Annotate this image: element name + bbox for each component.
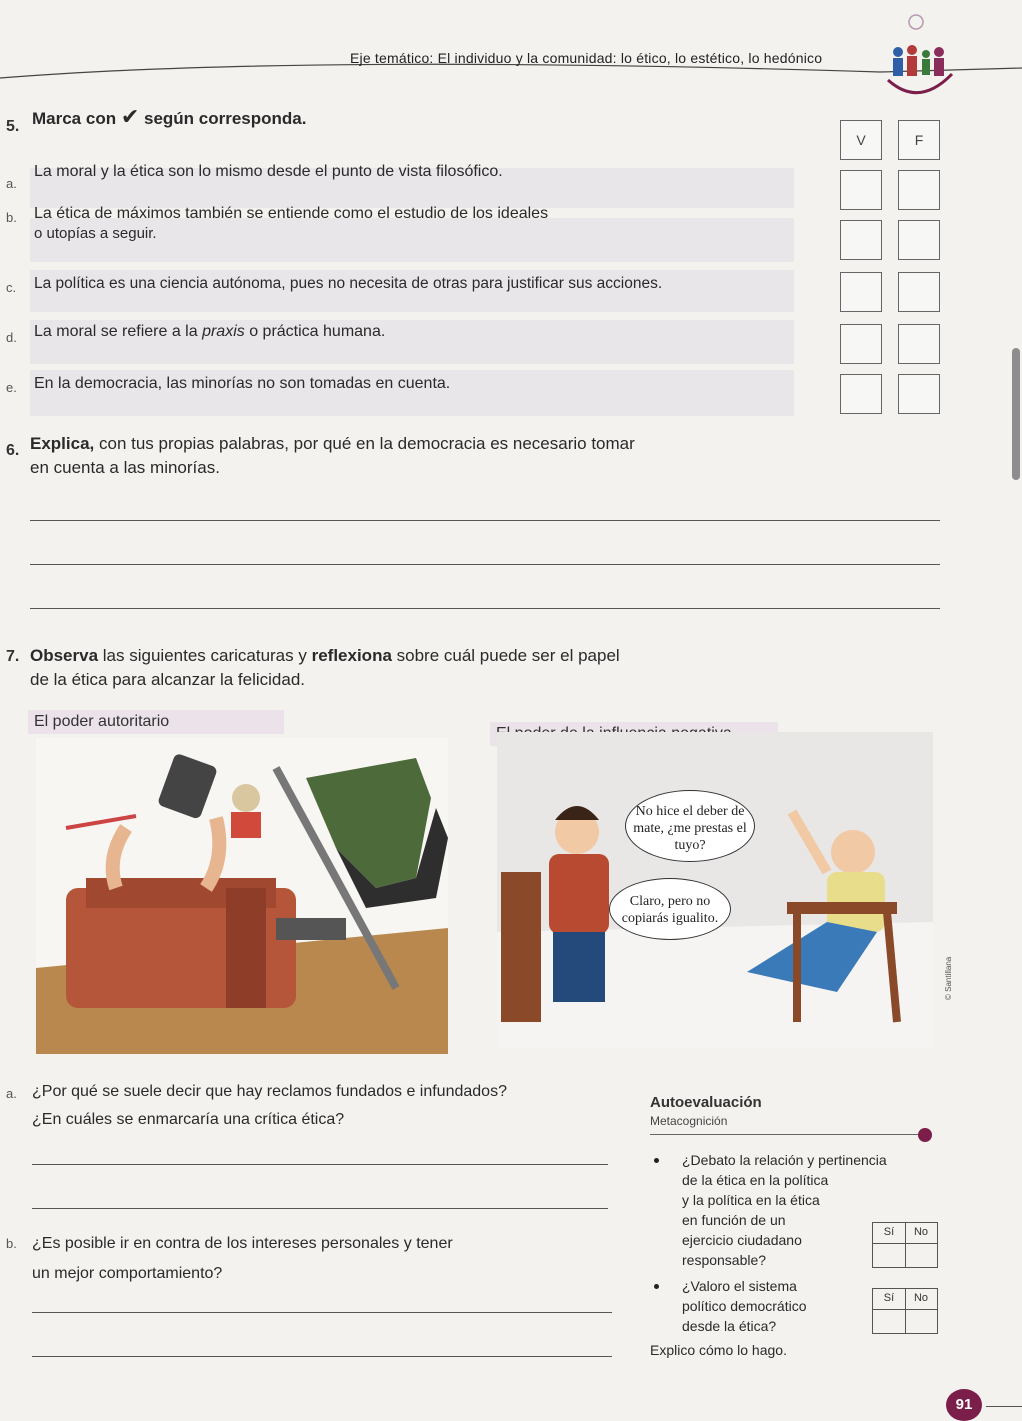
sub-b-question: ¿Es posible ir en contra de los intereses personales y tener [32, 1235, 453, 1252]
yes-checkbox[interactable] [874, 1311, 904, 1332]
no-checkbox[interactable] [907, 1311, 937, 1332]
cartoon-authoritarian [36, 738, 448, 1054]
checkbox-v[interactable] [840, 170, 882, 210]
autoeval-item-2: ¿Valoro el sistema político democrático desde la ética? [682, 1278, 807, 1334]
answer-line[interactable] [30, 564, 940, 565]
row-letter: d. [6, 330, 17, 345]
row-letter: b. [6, 210, 17, 225]
statement-text: La política es una ciencia autónoma, pues no necesita de otras para justificar sus acciones. [34, 275, 663, 292]
section-title: Eje temático: El individuo y la comunidad: lo ético, lo estético, lo hedónico [350, 50, 823, 66]
row-letter: c. [6, 280, 17, 295]
yes-label: Sí [883, 1292, 895, 1304]
checkbox-v[interactable] [840, 374, 882, 414]
row-letter: a. [6, 176, 17, 191]
statement-text: En la democracia, las minorías no son tomadas en cuenta. [34, 375, 451, 392]
statement-text: La ética de máximos también se entiende como el estudio de los ideales [34, 205, 549, 222]
footer-rule [986, 1406, 1022, 1407]
answer-line[interactable] [32, 1356, 612, 1357]
checkbox-v[interactable] [840, 272, 882, 312]
sub-a-question-cont: ¿En cuáles se enmarcaría una crítica ética? [32, 1111, 345, 1128]
q5-number: 5. [6, 118, 20, 135]
cartoon-influence [497, 732, 933, 1048]
sub-b-letter: b. [6, 1236, 17, 1251]
autoeval-subtitle: Metacognición [650, 1114, 728, 1128]
speech-bubble-request: No hice el deber de mate, ¿me prestas el tuyo? [625, 790, 755, 862]
col-v-header: V [840, 120, 882, 160]
statement-text-cont: o utopías a seguir. [34, 225, 157, 242]
checkbox-v[interactable] [840, 220, 882, 260]
answer-line[interactable] [32, 1312, 612, 1313]
yes-label: Sí [883, 1226, 895, 1238]
caption-left: El poder autoritario [28, 710, 284, 734]
answer-line[interactable] [30, 608, 940, 609]
statement-text: La moral y la ética son lo mismo desde el punto de vista filosófico. [34, 163, 503, 180]
sub-a-letter: a. [6, 1086, 17, 1101]
checkbox-f[interactable] [898, 324, 940, 364]
sub-b-question-cont: un mejor comportamiento? [32, 1265, 223, 1282]
bullet-icon [654, 1284, 659, 1289]
checkbox-f[interactable] [898, 374, 940, 414]
autoeval-footer: Explico cómo lo hago. [650, 1342, 787, 1358]
image-credit: © Santillana [944, 956, 953, 1000]
answer-line[interactable] [30, 520, 940, 521]
yes-no-grid-1 [872, 1222, 938, 1268]
col-f-header: F [898, 120, 940, 160]
q6-prompt: Explica, con tus propias palabras, por qué en la democracia es necesario tomar [30, 434, 635, 453]
no-label: No [913, 1226, 929, 1238]
checkbox-f[interactable] [898, 170, 940, 210]
q7-number: 7. [6, 648, 20, 665]
family-icon [884, 8, 954, 100]
statement-text: La moral se refiere a la praxis o práctica humana. [34, 323, 386, 340]
q5-instruction: Marca con ✔ según corresponda. [32, 104, 307, 129]
no-checkbox[interactable] [907, 1245, 937, 1266]
scrollbar[interactable] [1012, 348, 1020, 480]
answer-line[interactable] [32, 1208, 608, 1209]
q7-prompt-cont: de la ética para alcanzar la felicidad. [30, 670, 305, 689]
no-label: No [913, 1292, 929, 1304]
yes-no-grid-2 [872, 1288, 938, 1334]
checkbox-f[interactable] [898, 220, 940, 260]
row-letter: e. [6, 380, 17, 395]
checkmark-icon: ✔ [120, 104, 140, 129]
speech-bubble-reply: Claro, pero no copiarás igualito. [609, 878, 731, 940]
bullet-icon [654, 1158, 659, 1163]
checkbox-f[interactable] [898, 272, 940, 312]
q6-prompt-cont: en cuenta a las minorías. [30, 458, 220, 477]
answer-line[interactable] [32, 1164, 608, 1165]
autoeval-title: Autoevaluación [650, 1094, 762, 1111]
sub-a-question: ¿Por qué se suele decir que hay reclamos fundados e infundados? [32, 1083, 507, 1100]
q7-prompt: Observa las siguientes caricaturas y reflexiona sobre cuál puede ser el papel [30, 646, 620, 665]
autoeval-item-1: ¿Debato la relación y pertinencia de la ética en la política y la política en la ética en función de un ejercicio ciudadano responsable? [682, 1152, 887, 1268]
autoeval-divider [650, 1134, 920, 1135]
accent-dot-icon [918, 1128, 932, 1142]
yes-checkbox[interactable] [874, 1245, 904, 1266]
q6-number: 6. [6, 442, 20, 459]
checkbox-v[interactable] [840, 324, 882, 364]
page-number: 91 [946, 1389, 982, 1421]
